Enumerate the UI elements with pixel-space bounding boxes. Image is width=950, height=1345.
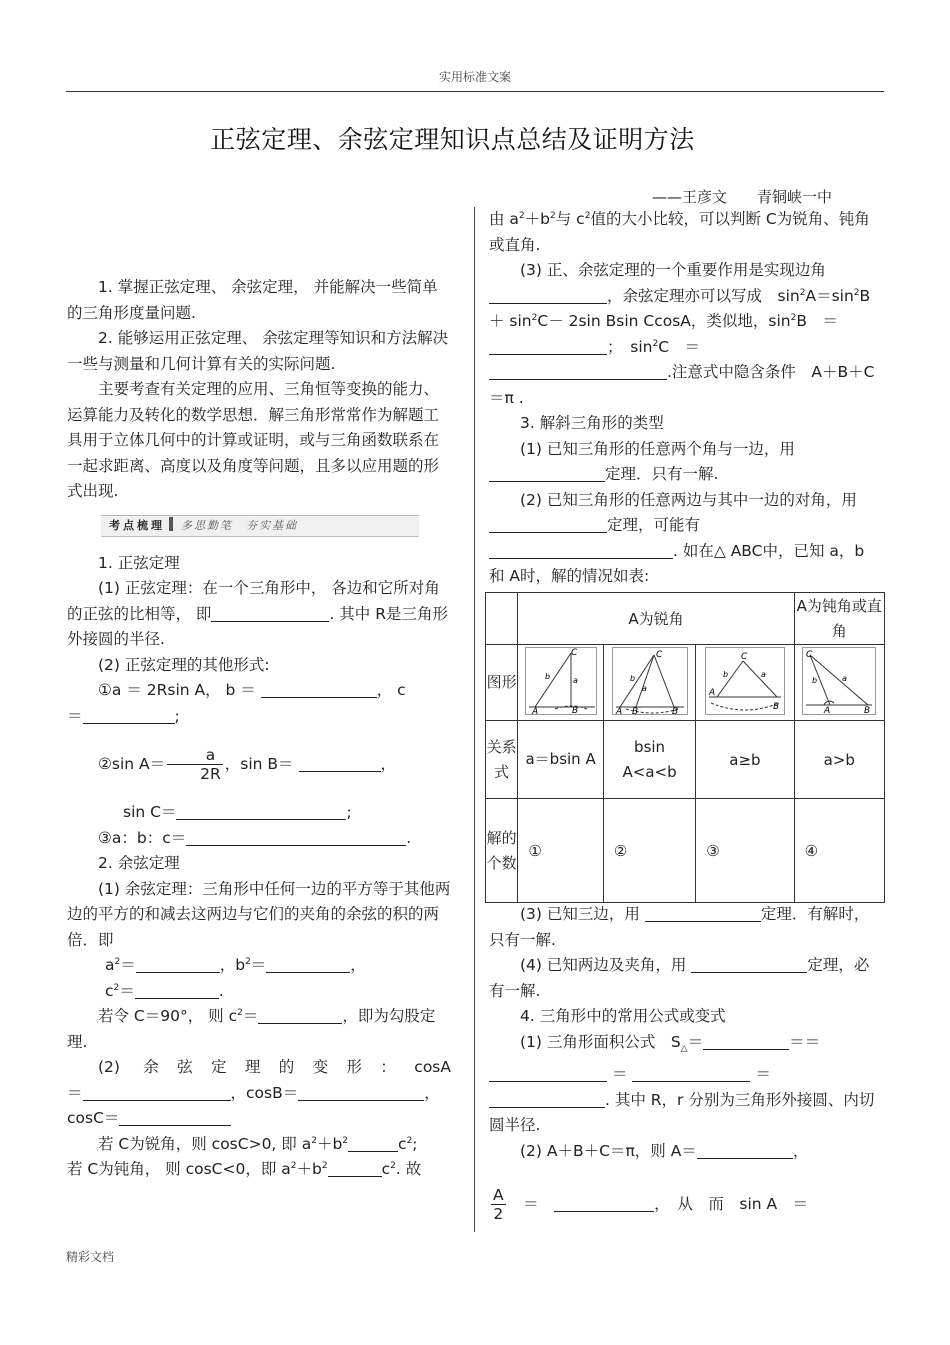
row-label-figure: 图形 <box>486 645 518 721</box>
triangle-figure-1 <box>525 647 597 715</box>
svg-text:A: A <box>708 687 716 698</box>
triangle-figure-4 <box>802 647 876 715</box>
svg-text:B: B <box>864 705 871 715</box>
svg-text:b: b <box>722 669 728 679</box>
case-2: (2) 已知三角形的任意两边与其中一边的对角，用定理，可能有. 如在△ ABC中，已知 a，b和 A时，解的情况如表: <box>489 490 865 585</box>
table-corner <box>486 593 518 645</box>
svg-text:b: b <box>544 671 550 681</box>
svg-text:C: C <box>570 647 577 658</box>
svg-text:a: a <box>842 673 848 683</box>
svg-text:a: a <box>572 675 578 685</box>
figure-4 <box>794 645 884 721</box>
relation-4: a>b <box>794 721 884 799</box>
fraction-A-over-2: $\frac{A}{2}$ <box>493 1186 504 1224</box>
cosine-form-c: $c^2=$ . <box>105 981 224 1000</box>
goal-2: 2. 能够运用正弦定理、 余弦定理等知识和方法解决一些与测量和几何计算有关的实际问题. <box>67 329 449 373</box>
area-formula: (1) 三角形面积公式 $S_\triangle=$ ＝＝ ＝ ＝ . 其中 R，r 分别为三角形外接圆、内切圆半径. <box>489 1032 875 1135</box>
svg-text:C: C <box>655 649 662 660</box>
count-4: ④ <box>794 799 884 903</box>
sine-form-2: ②sin A＝ $\frac{a}{2R}$ ，sin B＝ ， <box>98 746 397 783</box>
row-label-relation: 关系式 <box>486 721 518 799</box>
cosine-form-ab: $a^2=$ ，$b^2=$ ， <box>105 956 366 974</box>
svg-text:A: A <box>615 706 622 715</box>
goal-1: 1. 掌握正弦定理、 余弦定理， 并能解决一些简单的三角形度量问题. <box>67 278 438 322</box>
svg-text:a: a <box>641 683 647 693</box>
count-2: ② <box>603 799 695 903</box>
row-label-count: 解的个数 <box>486 799 518 903</box>
figure-3 <box>696 645 794 721</box>
sine-law-statement: (1) 正弦定理：在一个三角形中， 各边和它所对角的正弦的比相等， 即 . 其中 R是三角形外接圆的半径. <box>67 579 448 648</box>
svg-text:A: A <box>531 706 538 715</box>
half-angle: $\frac{A}{2}$ ＝ ， 从 而 sin A ＝ <box>493 1186 809 1224</box>
svg-text:B: B <box>631 706 638 715</box>
column-divider <box>474 207 475 1232</box>
banner-bar <box>169 517 173 531</box>
sine-law-other-forms: (2) 正弦定理的其他形式: <box>98 655 270 674</box>
pythagorean-note: 若令 C＝90°， 则 $c^2=$ ，即为勾股定理. <box>67 1007 436 1051</box>
section-banner <box>101 515 419 537</box>
header-acute: A为锐角 <box>518 593 794 645</box>
figure-1 <box>518 645 604 721</box>
author-line: ——王彦文 青铜峡一中 <box>652 188 833 206</box>
case-3: (3) 已知三边，用 定理．有解时，只有一解. <box>489 905 870 949</box>
right-column <box>489 207 877 590</box>
edge-angle-transform: (3) 正、余弦定理的一个重要作用是实现边角，余弦定理亦可以写成 $\sin^2A=\sin^2B+ \sin^2C- 2\sin$ Bsin CcosA，类似地，$\sin^2B$ ＝ ； $\sin^2C$ ＝ .注意式中隐含条件 A＋B＋C＝π . <box>489 261 875 407</box>
page-footer: 精彩文档 <box>66 1250 115 1264</box>
page-header: 实用标准文案 <box>438 70 511 84</box>
count-1: ① <box>518 799 604 903</box>
case-4: (4) 已知两边及夹角，用 定理，必有一解. <box>489 956 870 1000</box>
cosine-comparison: 由 $a^2+b^2$与 $c^2$值的大小比较，可以判断 C为锐角、钝角或直角. <box>489 210 870 254</box>
case-1: (1) 已知三角形的任意两个角与一边，用定理．只有一解. <box>489 437 877 488</box>
cosine-variant-a: (2) 余弦定理的变形：cosA <box>98 1058 451 1076</box>
figure-2 <box>603 645 695 721</box>
relation-2: bsin A<a<b <box>603 721 695 799</box>
obtuse-condition: 若 C为钝角， 则 cosC<0，即 $a^2+b^2$ $c^2$. 故 <box>67 1160 422 1178</box>
angle-sum: (2) A＋B＋C＝π，则 A＝ ， <box>520 1141 809 1160</box>
svg-text:A: A <box>824 705 831 715</box>
blank <box>211 603 329 622</box>
triangle-figure-3 <box>705 647 785 715</box>
document-title: 正弦定理、余弦定理知识点总结及证明方法 <box>210 125 695 154</box>
fraction-a-over-2R: $\frac{a}{2R}$ <box>167 746 223 783</box>
sine-form-1-cont: ＝ ; <box>67 706 180 725</box>
right-column-lower <box>489 902 877 1223</box>
header-obtuse: A为钝角或直角 <box>794 593 884 645</box>
svg-text:C: C <box>740 651 748 662</box>
acute-condition: 若 C为锐角，则 cosC>0, 即 $a^2+b^2$ $c^2$; <box>98 1134 418 1153</box>
section-solve-types: 3. 解斜三角形的类型 <box>520 414 664 432</box>
solution-cases-table <box>485 592 885 903</box>
banner-subtitle: 多思勤笔 夯实基础 <box>181 518 298 532</box>
sine-form-3: ③a：b：c＝ . <box>98 828 412 847</box>
sine-form-1: ①a ＝ 2Rsin A， b ＝ ， c <box>98 681 406 699</box>
svg-text:B: B <box>772 701 780 712</box>
svg-text:B: B <box>671 706 678 715</box>
section-sine-law: 1. 正弦定理 <box>98 553 180 572</box>
cosine-variant-b: ＝ ，cosB＝ ， <box>67 1083 440 1102</box>
section-cosine-law: 2. 余弦定理 <box>98 854 180 872</box>
svg-text:a: a <box>760 669 766 679</box>
svg-text:C: C <box>806 649 813 660</box>
relation-1: a＝bsin A <box>518 721 604 799</box>
left-column <box>67 275 451 1183</box>
triangle-figure-2 <box>612 647 688 715</box>
cosine-law-statement: (1) 余弦定理：三角形中任何一边的平方等于其他两边的平方的和减去这两边与它们的夹角的余弦的积的两倍．即 <box>67 879 451 949</box>
svg-text:b: b <box>812 675 818 685</box>
count-3: ③ <box>696 799 794 903</box>
sine-form-2-c: sin C＝ ; <box>123 803 352 821</box>
svg-text:B: B <box>571 705 578 715</box>
intro-paragraph: 主要考查有关定理的应用、三角恒等变换的能力、运算能力及转化的数学思想．解三角形常常作为解题工具用于立体几何中的计算或证明，或与三角函数联系在一起求距离、高度以及角度等问题，且多以应用题的形式出现. <box>67 380 440 500</box>
banner-title: 考点梳理 <box>109 518 165 532</box>
section-common-formulas: 4. 三角形中的常用公式或变式 <box>520 1007 726 1025</box>
svg-text:b: b <box>629 673 635 683</box>
cosine-variant-c: cosC＝ <box>67 1106 451 1132</box>
header-rule <box>66 91 884 92</box>
relation-3: a≥b <box>696 721 794 799</box>
